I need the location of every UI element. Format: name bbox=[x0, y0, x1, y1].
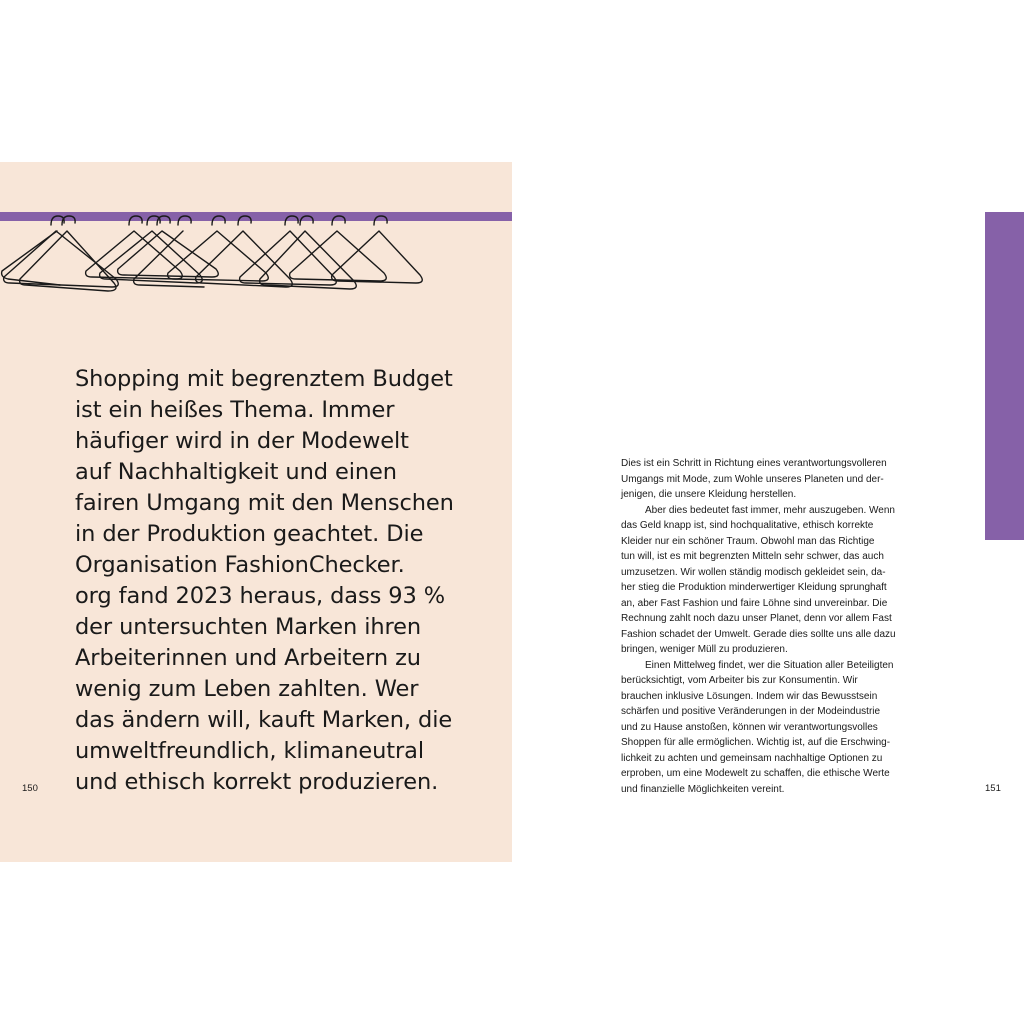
quote-line: fairen Umgang mit den Menschen bbox=[75, 490, 454, 516]
body-line: lichkeit zu achten und gemeinsam nachhaltige Optionen zu bbox=[621, 752, 883, 764]
body-line: tun will, ist es mit begrenzten Mitteln sehr schwer, das auch bbox=[621, 551, 884, 562]
body-line: das Geld knapp ist, sind hochqualitative, ethisch korrekte bbox=[621, 520, 874, 531]
body-line: berücksichtigt, vom Arbeiter bis zur Konsumentin. Wir bbox=[621, 675, 858, 686]
body-line: Einen Mittelweg findet, wer die Situation aller Beteiligten bbox=[645, 659, 894, 671]
body-text bbox=[621, 456, 951, 797]
body-line: schärfen und positive Veränderungen in der Modeindustrie bbox=[621, 706, 881, 717]
quote-line: häufiger wird in der Modewelt bbox=[75, 428, 409, 454]
body-line: Dies ist ein Schritt in Richtung eines verantwortungsvolleren bbox=[621, 458, 887, 469]
quote-line: Shopping mit begrenztem Budget bbox=[75, 366, 453, 392]
body-line: umzusetzen. Wir wollen ständig modisch gekleidet sein, da- bbox=[621, 566, 886, 578]
body-line: Umgangs mit Mode, zum Wohle unseres Planeten und der- bbox=[621, 473, 884, 485]
quote-line: das ändern will, kauft Marken, die bbox=[75, 707, 453, 733]
quote-line: auf Nachhaltigkeit und einen bbox=[75, 459, 397, 485]
body-line: jenigen, die unsere Kleidung herstellen. bbox=[621, 489, 797, 500]
body-line: erproben, um eine Modewelt zu schaffen, die ethische Werte bbox=[621, 768, 890, 779]
quote-line: der untersuchten Marken ihren bbox=[75, 614, 422, 640]
body-line: und zu Hause anstoßen, können wir verantwortungsvolles bbox=[621, 721, 878, 733]
chapter-tab bbox=[985, 212, 1024, 540]
body-line: Fashion schadet der Umwelt. Gerade dies sollte uns alle dazu bbox=[621, 628, 896, 640]
quote-line: org fand 2023 heraus, dass 93 % bbox=[75, 583, 446, 609]
body-line: Aber dies bedeutet fast immer, mehr auszugeben. Wenn bbox=[645, 504, 895, 516]
body-line: bringen, weniger Müll zu produzieren. bbox=[621, 644, 788, 655]
page-number-left: 150 bbox=[22, 783, 38, 794]
page-number-right: 151 bbox=[985, 783, 1001, 794]
quote-line: und ethisch korrekt produzieren. bbox=[75, 769, 439, 795]
left-page-panel bbox=[0, 162, 512, 862]
quote-line: ist ein heißes Thema. Immer bbox=[75, 397, 395, 423]
body-line: Kleider nur ein schöner Traum. Obwohl man das Richtige bbox=[621, 535, 875, 547]
body-line: an, aber Fast Fashion und faire Löhne sind unvereinbar. Die bbox=[621, 597, 888, 609]
quote-line: Organisation FashionChecker. bbox=[75, 552, 405, 578]
body-line: her stieg die Produktion minderwertiger Kleidung sprunghaft bbox=[621, 582, 887, 593]
body-line: Rechnung zahlt noch dazu unser Planet, denn vor allem Fast bbox=[621, 613, 892, 624]
body-line: brauchen inklusive Lösungen. Indem wir das Bewusstsein bbox=[621, 690, 878, 702]
quote-line: umweltfreundlich, klimaneutral bbox=[75, 738, 424, 764]
quote-line: Arbeiterinnen und Arbeitern zu bbox=[75, 645, 421, 671]
body-line: und finanzielle Möglichkeiten vereint. bbox=[621, 783, 785, 795]
quote-line: wenig zum Leben zahlten. Wer bbox=[75, 676, 419, 702]
quote-line: in der Produktion geachtet. Die bbox=[75, 521, 424, 547]
body-line: Shoppen für alle ermöglichen. Wichtig ist, auf die Erschwing- bbox=[621, 737, 891, 748]
hangers-illustration bbox=[0, 207, 512, 317]
pull-quote bbox=[75, 364, 495, 798]
